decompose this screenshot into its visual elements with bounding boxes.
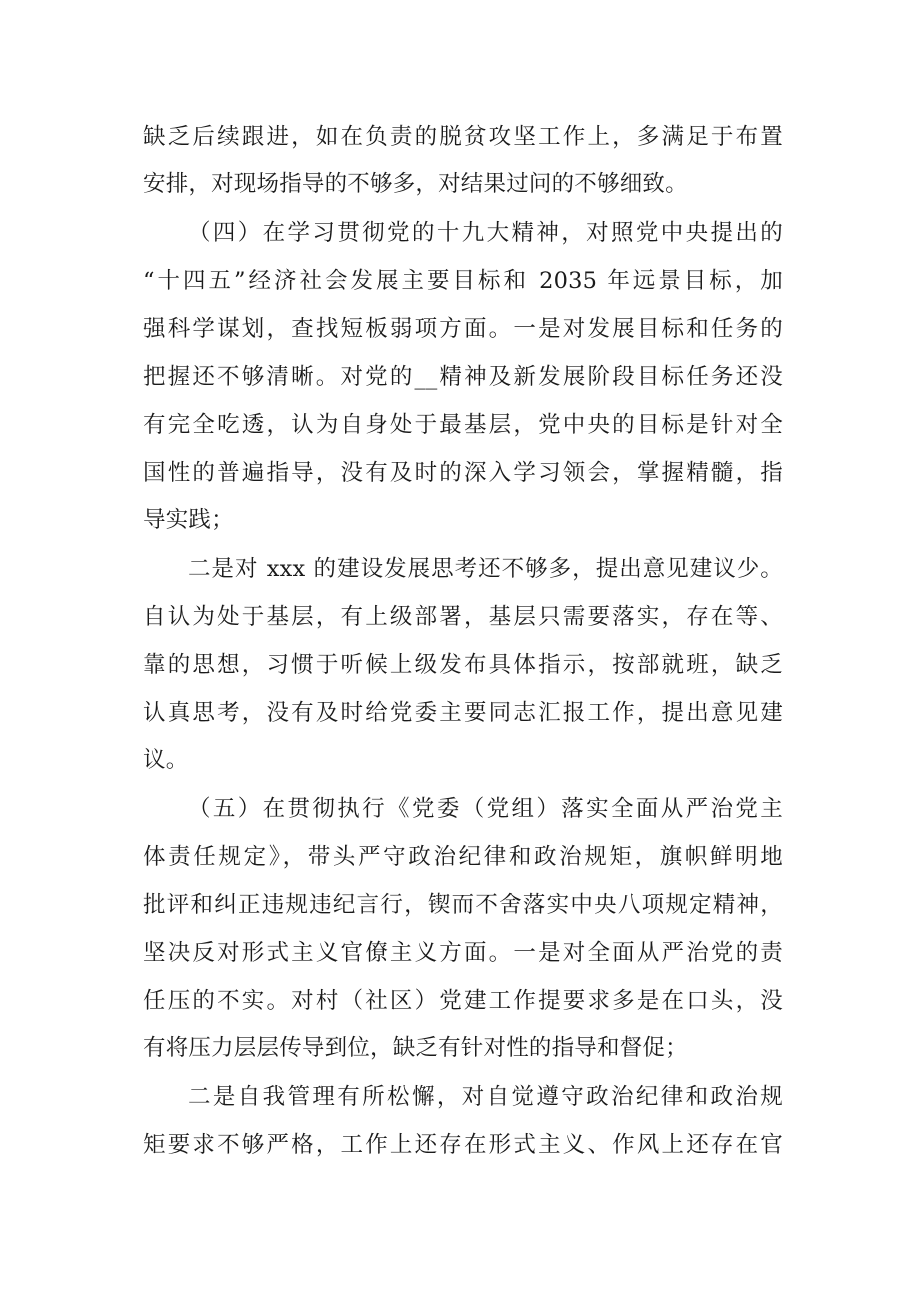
text-line: 体责任规定》，带头严守政治纪律和政治规矩，旗帜鲜明地 (143, 844, 783, 870)
text-line: “十四五”经济社会发展主要目标和 2035 年远景目标，加 (143, 268, 783, 294)
text-line: 有完全吃透，认为自身处于最基层，党中央的目标是针对全 (143, 412, 783, 438)
text-line: 坚决反对形式主义官僚主义方面。一是对全面从严治党的责 (143, 940, 783, 966)
text-line: 强科学谋划，查找短板弱项方面。一是对发展目标和任务的 (143, 316, 783, 342)
text-line: 议。 (143, 747, 189, 773)
paragraph-start-line: 二是对 xxx 的建设发展思考还不够多，提出意见建议少。 (188, 556, 783, 582)
paragraph-start-line: 二是自我管理有所松懈，对自觉遵守政治纪律和政治规 (188, 1084, 783, 1110)
text-line: 国性的普遍指导，没有及时的深入学习领会，掌握精髓，指 (143, 460, 783, 486)
text-line: 自认为处于基层，有上级部署，基层只需要落实，存在等、 (143, 604, 783, 630)
text-line: 认真思考，没有及时给党委主要同志汇报工作，提出意见建 (143, 700, 783, 726)
paragraph-heading-line: （四）在学习贯彻党的十九大精神，对照党中央提出的 (188, 220, 783, 246)
text-line: 批评和纠正违规违纪言行，锲而不舍落实中央八项规定精神， (143, 892, 783, 918)
text-line: 导实践； (143, 507, 234, 533)
text-line: 任压的不实。对村（社区）党建工作提要求多是在口头，没 (143, 988, 783, 1014)
paragraph-heading-line: （五）在贯彻执行《党委（党组）落实全面从严治党主 (188, 796, 783, 822)
text-line: 安排，对现场指导的不够多，对结果过问的不够细致。 (143, 171, 688, 197)
text-line: 有将压力层层传导到位，缺乏有针对性的指导和督促； (143, 1035, 688, 1061)
text-line: 靠的思想，习惯于听候上级发布具体指示，按部就班，缺乏 (143, 652, 783, 678)
text-line: 矩要求不够严格，工作上还存在形式主义、作风上还存在官 (143, 1132, 783, 1158)
text-line: 缺乏后续跟进，如在负责的脱贫攻坚工作上，多满足于布置 (143, 124, 783, 150)
text-line: 把握还不够清晰。对党的__精神及新发展阶段目标任务还没 (143, 364, 783, 390)
